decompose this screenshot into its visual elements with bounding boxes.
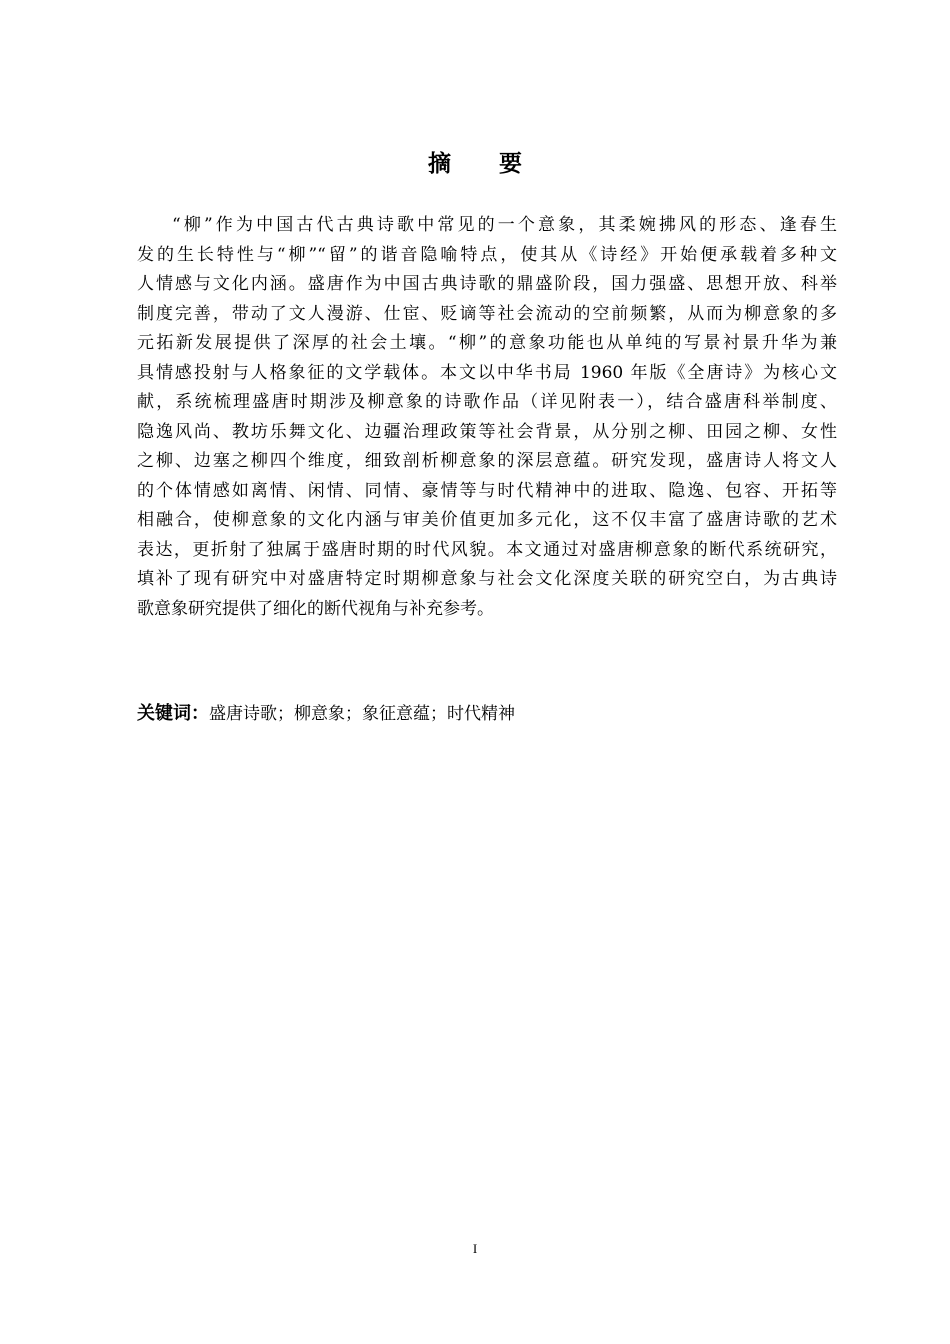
abstract-line: 隐逸风尚、教坊乐舞文化、边疆治理政策等社会背景，从分别之柳、田园之柳、女性 xyxy=(137,421,837,442)
abstract-line: 的个体情感如离情、闲情、同情、豪情等与时代精神中的进取、隐逸、包容、开拓等 xyxy=(137,480,837,501)
abstract-title: 摘 要 xyxy=(427,151,542,177)
keywords-line xyxy=(137,700,837,728)
abstract-line: 歌意象研究提供了细化的断代视角与补充参考。 xyxy=(137,598,494,619)
abstract-line: 表达，更折射了独属于盛唐时期的时代风貌。本文通过对盛唐柳意象的断代系统研究， xyxy=(137,539,837,560)
keywords-text: 盛唐诗歌；柳意象；象征意蕴；时代精神 xyxy=(209,704,515,724)
abstract-line: 元拓新发展提供了深厚的社会土壤。“柳”的意象功能也从单纯的写景衬景升华为兼 xyxy=(137,333,837,353)
abstract-line: 之柳、边塞之柳四个维度，细致剖析柳意象的深层意蕴。研究发现，盛唐诗人将文人 xyxy=(137,451,837,471)
abstract-line: 具情感投射与人格象征的文学载体。本文以中华书局 1960 年版《全唐诗》为核心文 xyxy=(137,362,837,383)
abstract-line: 相融合，使柳意象的文化内涵与审美价值更加多元化，这不仅丰富了盛唐诗歌的艺术 xyxy=(137,510,837,530)
abstract-line: 发的生长特性与“柳”“留”的谐音隐喻特点，使其从《诗经》开始便承载着多种文 xyxy=(137,244,837,265)
abstract-line: 制度完善，带动了文人漫游、仕宦、贬谪等社会流动的空前频繁，从而为柳意象的多 xyxy=(137,303,837,324)
abstract-line: 人情感与文化内涵。盛唐作为中国古典诗歌的鼎盛阶段，国力强盛、思想开放、科举 xyxy=(137,274,837,294)
page-number: I xyxy=(472,1241,478,1256)
abstract-line: 献，系统梳理盛唐时期涉及柳意象的诗歌作品（详见附表一），结合盛唐科举制度、 xyxy=(137,392,837,412)
abstract-line: 填补了现有研究中对盛唐特定时期柳意象与社会文化深度关联的研究空白，为古典诗 xyxy=(137,569,837,589)
abstract-body xyxy=(137,211,837,624)
keywords-label: 关键词： xyxy=(137,703,209,724)
abstract-line: “柳”作为中国古代古典诗歌中常见的一个意象，其柔婉拂风的形态、逢春生 xyxy=(172,215,837,235)
